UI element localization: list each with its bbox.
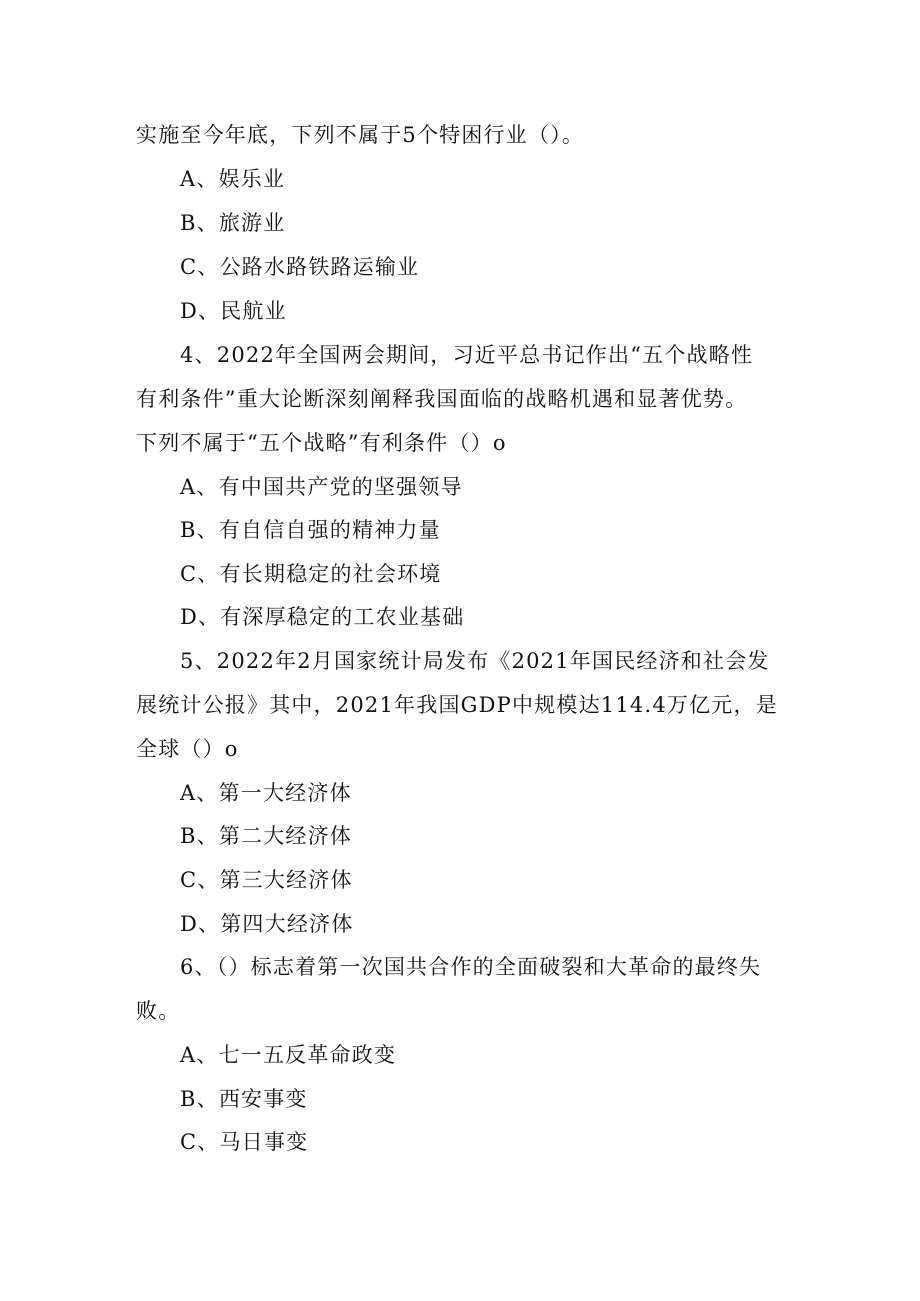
question-6-option-b: B、西安事变 <box>180 1087 308 1111</box>
question-4-stem-line-1: 4、2022年全国两会期间，习近平总书记作出“五个战略性 <box>180 343 754 367</box>
question-5-option-d: D、第四大经济体 <box>180 912 354 936</box>
question-4-option-a: A、有中国共产党的坚强领导 <box>180 475 463 499</box>
question-5-option-c: C、第三大经济体 <box>180 868 353 892</box>
question-3-stem: 实施至今年底，下列不属于5个特困行业（）。 <box>136 123 585 147</box>
question-5-stem-line-3: 全球（）o <box>136 737 239 761</box>
question-6-stem-line-1: 6、（）标志着第一次国共合作的全面破裂和大革命的最终失 <box>180 955 762 979</box>
question-5-option-b: B、第二大经济体 <box>180 824 353 848</box>
question-4-stem-line-3: 下列不属于“五个战略”有利条件（）o <box>136 431 507 455</box>
question-4-stem-line-2: 有利条件”重大论断深刻阐释我国面临的战略机遇和显著优势。 <box>136 387 748 411</box>
question-4-option-c: C、有长期稳定的社会环境 <box>180 562 442 586</box>
question-6-option-a: A、七一五反革命政变 <box>180 1043 397 1067</box>
question-4-option-d: D、有深厚稳定的工农业基础 <box>180 605 465 629</box>
question-6-option-c: C、马日事变 <box>180 1130 309 1154</box>
question-5-stem-line-1: 5、2022年2月国家统计局发布《2021年国民经济和社会发 <box>180 649 770 673</box>
question-6-stem-line-2: 败。 <box>136 999 181 1023</box>
question-5-option-a: A、第一大经济体 <box>180 781 352 805</box>
question-4-option-b: B、有自信自强的精神力量 <box>180 518 441 542</box>
question-3-option-a: A、娱乐业 <box>180 167 286 191</box>
question-3-option-c: C、公路水路铁路运输业 <box>180 255 420 279</box>
question-5-stem-line-2: 展统计公报》其中，2021年我国GDP中规模达114.4万亿元，是 <box>136 693 778 717</box>
question-3-option-b: B、旅游业 <box>180 211 286 235</box>
question-3-option-d: D、民航业 <box>180 299 287 323</box>
